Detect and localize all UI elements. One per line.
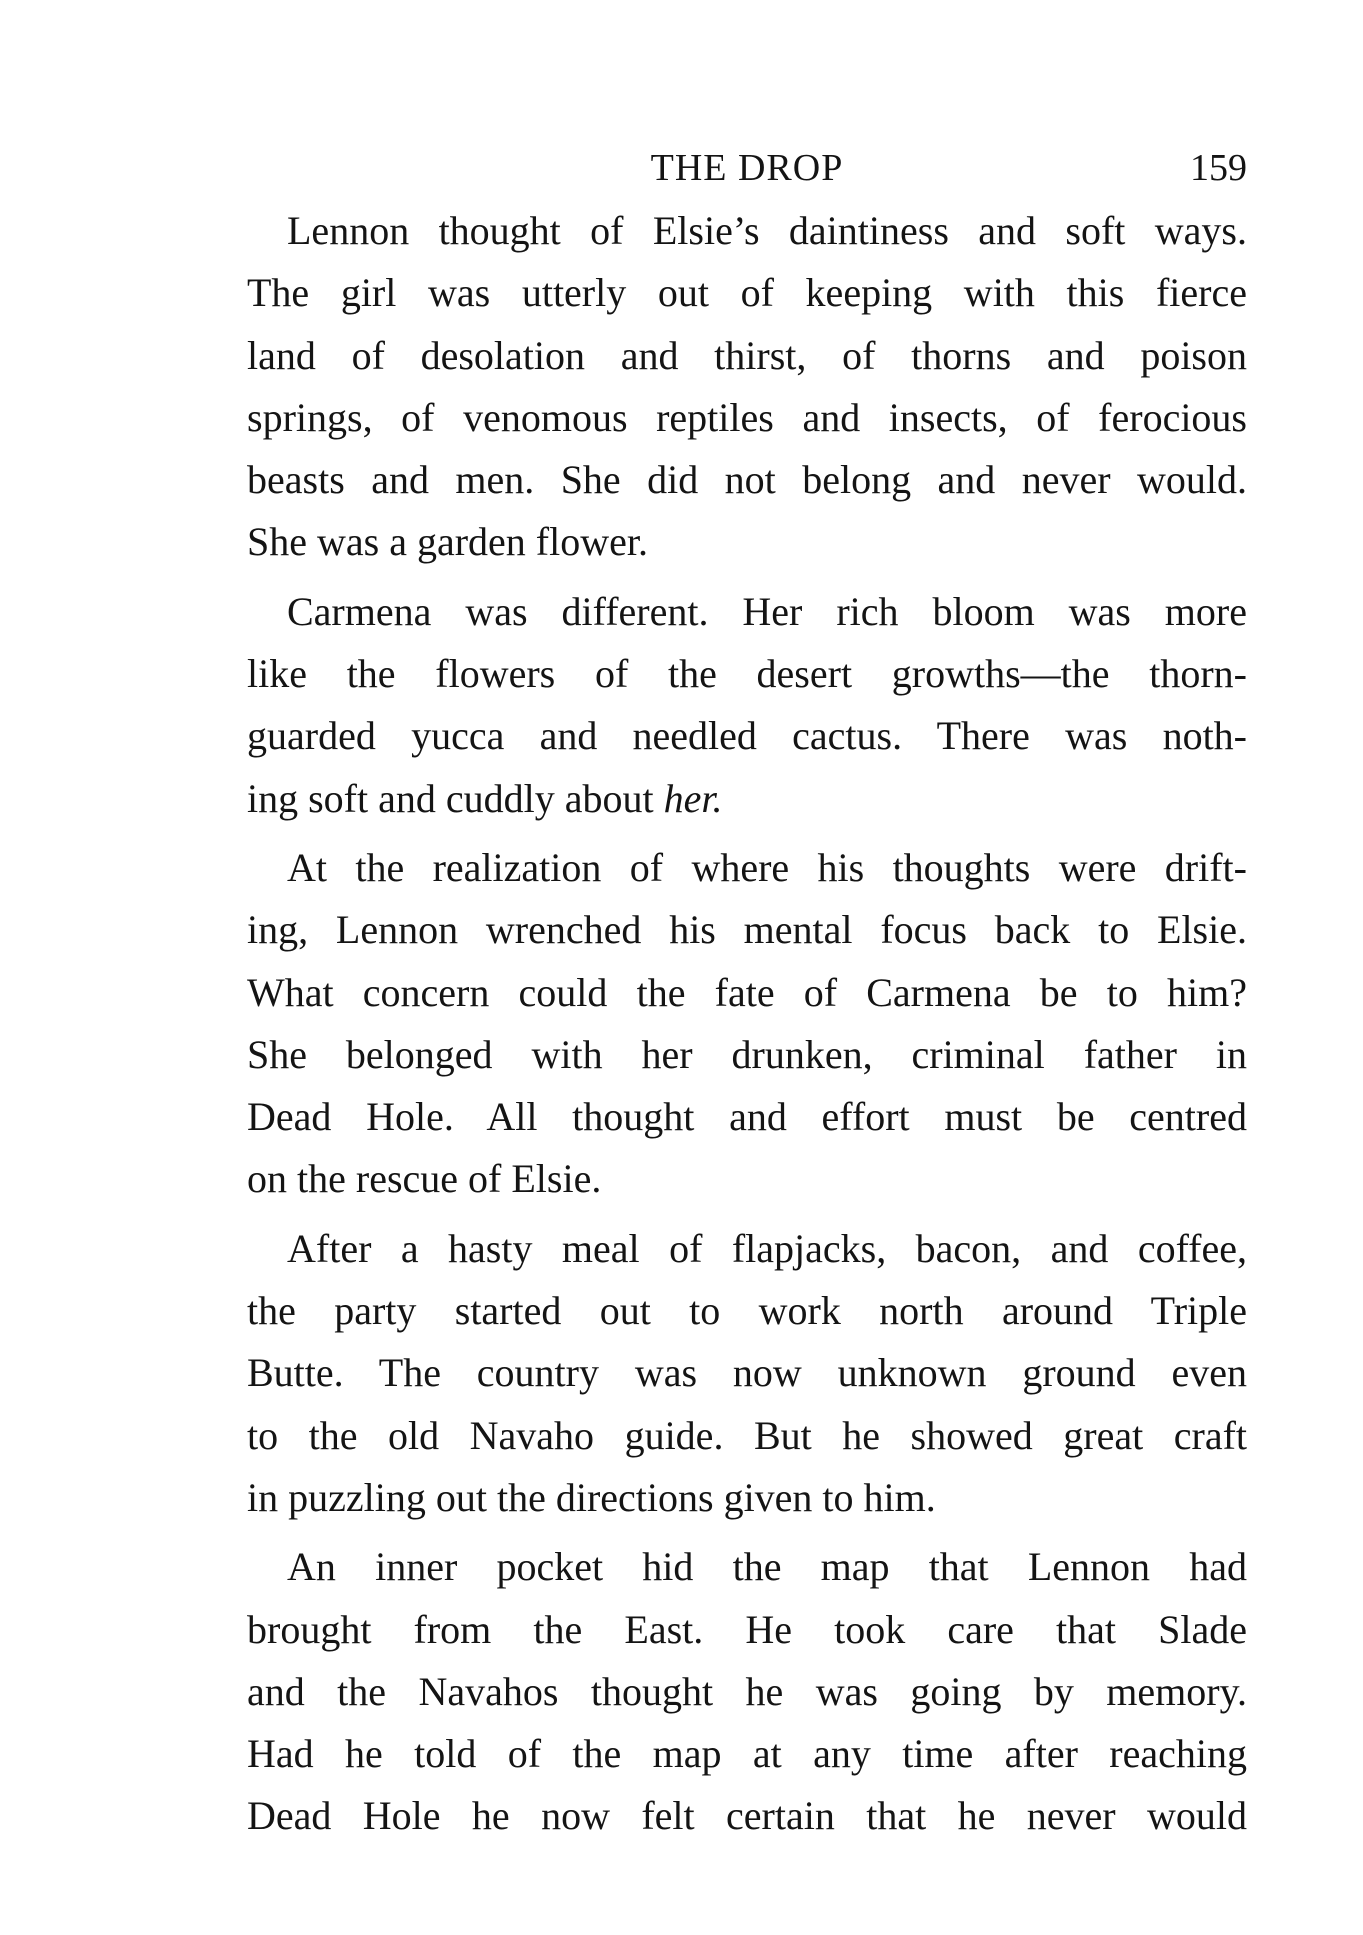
body-text	[247, 200, 1247, 1855]
text-line: like the flowers of the desert growths—the thorn-	[247, 651, 1247, 697]
text-line: Butte. The country was now unknown ground even	[247, 1350, 1247, 1396]
paragraph-carmena	[247, 581, 1247, 830]
paragraph-realization	[247, 837, 1247, 1211]
text-line: the party started out to work north around Triple	[247, 1288, 1247, 1334]
text-line: After a hasty meal of flapjacks, bacon, and coffee,	[287, 1225, 1247, 1271]
text-line	[247, 768, 1247, 830]
text-line-prefix: ing soft and cuddly about	[247, 775, 664, 821]
text-line: Had he told of the map at any time after reaching	[247, 1731, 1247, 1777]
text-line: and the Navahos thought he was going by memory.	[247, 1668, 1247, 1714]
text-line: on the rescue of Elsie.	[247, 1156, 602, 1202]
text-line: to the old Navaho guide. But he showed great craft	[247, 1412, 1247, 1458]
page-number: 159	[1190, 147, 1247, 189]
text-line: ing, Lennon wrenched his mental focus back to Elsie.	[247, 907, 1247, 953]
text-line: Dead Hole he now felt certain that he never would	[247, 1793, 1247, 1839]
running-head	[247, 138, 1247, 198]
text-line: The girl was utterly out of keeping with this fierce	[247, 270, 1247, 316]
text-line: Carmena was different. Her rich bloom was more	[287, 588, 1247, 634]
text-line: guarded yucca and needled cactus. There was noth-	[247, 713, 1247, 759]
text-line: springs, of venomous reptiles and insects, of ferocious	[247, 394, 1247, 440]
text-line: land of desolation and thirst, of thorns and poison	[247, 332, 1247, 378]
paragraph-meal	[247, 1218, 1247, 1529]
text-line: Lennon thought of Elsie’s daintiness and soft ways.	[287, 208, 1247, 253]
text-line: What concern could the fate of Carmena be to him?	[247, 969, 1247, 1015]
running-title: THE DROP	[650, 147, 844, 189]
text-line: An inner pocket hid the map that Lennon had	[287, 1544, 1247, 1590]
text-line: brought from the East. He took care that Slade	[247, 1606, 1247, 1652]
italic-emphasis: her.	[663, 775, 723, 821]
text-line: At the realization of where his thoughts were drift-	[287, 844, 1247, 890]
text-line: in puzzling out the directions given to him.	[247, 1474, 936, 1520]
paragraph-elsie	[247, 200, 1247, 574]
text-line: She belonged with her drunken, criminal father in	[247, 1031, 1247, 1077]
text-line: beasts and men. She did not belong and never would.	[247, 457, 1247, 503]
text-line: Dead Hole. All thought and effort must be centred	[247, 1094, 1247, 1140]
text-line: She was a garden flower.	[247, 519, 648, 565]
paragraph-map	[247, 1536, 1247, 1847]
